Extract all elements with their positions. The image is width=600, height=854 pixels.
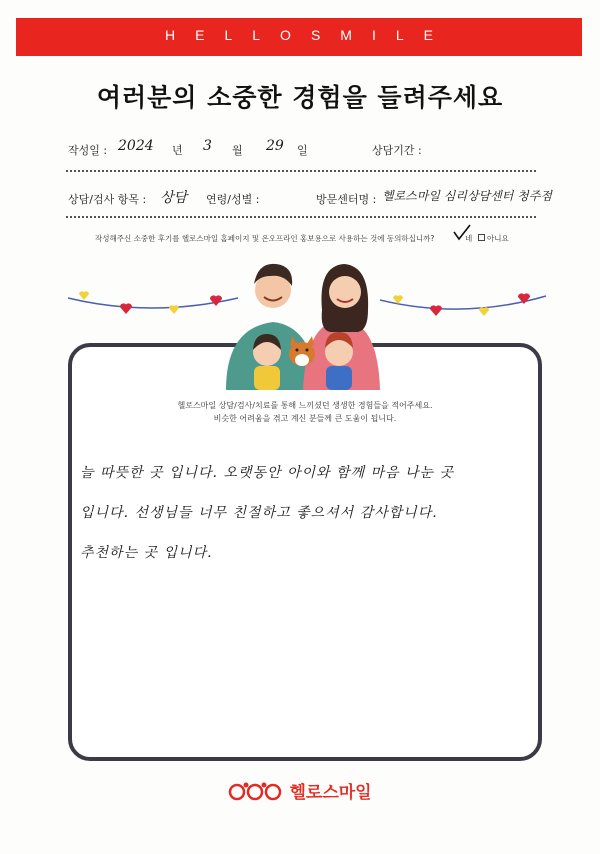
left-garland — [66, 290, 241, 330]
footer-logo-text: 헬로스마일 — [289, 783, 372, 803]
review-line-3: 추천하는 곳 입니다. — [80, 545, 213, 561]
consent-question: 작성해주신 소중한 후기를 헬로스마일 홈페이지 및 온오프라인 홍보용으로 사용하는 것에 동의하십니까? — [95, 234, 435, 243]
day-unit: 일 — [297, 144, 308, 157]
page-title: 여러분의 소중한 경험을 들려주세요 — [96, 83, 504, 112]
review-box — [68, 343, 542, 761]
center-value: 헬로스마일 심리상담센터 청주점 — [382, 189, 552, 203]
item-label: 상담/검사 항목 : — [68, 193, 147, 206]
consent-no-label: 아니요 — [487, 234, 509, 243]
footer-logo — [0, 778, 600, 803]
notice-line-2: 비슷한 어려움을 겪고 계신 분들께 큰 도움이 됩니다. — [213, 414, 397, 423]
age-label: 연령/성별 : — [206, 193, 260, 206]
right-garland — [378, 290, 548, 330]
day-value: 29 — [266, 138, 284, 154]
year-value: 2024 — [118, 138, 154, 154]
family-illustration — [218, 250, 388, 392]
header-banner — [16, 18, 582, 56]
consent-no-checkbox[interactable] — [478, 234, 485, 241]
month-value: 3 — [203, 138, 212, 154]
year-unit: 년 — [172, 144, 183, 157]
period-label: 상담기간 : — [372, 144, 422, 157]
review-line-1: 늘 따뜻한 곳 입니다. 오랫동안 아이와 함께 마음 나눈 곳 — [80, 465, 455, 481]
item-value: 상담 — [160, 190, 188, 206]
banner-text: HELLOSMILE — [165, 27, 453, 43]
review-line-2: 입니다. 선생님들 너무 친절하고 좋으셔서 감사합니다. — [80, 505, 438, 521]
date-label: 작성일 : — [68, 144, 108, 157]
dotted-divider — [66, 170, 536, 172]
dotted-divider — [66, 216, 536, 218]
hellosmile-logo-icon — [228, 781, 284, 801]
notice-line-1: 헬로스마일 상담/검사/치료를 통해 느끼셨던 생생한 경험들을 적어주세요. — [177, 401, 433, 410]
center-label: 방문센터명 : — [316, 193, 377, 206]
consent-yes-label: 네 — [465, 234, 473, 243]
month-unit: 월 — [232, 144, 243, 157]
